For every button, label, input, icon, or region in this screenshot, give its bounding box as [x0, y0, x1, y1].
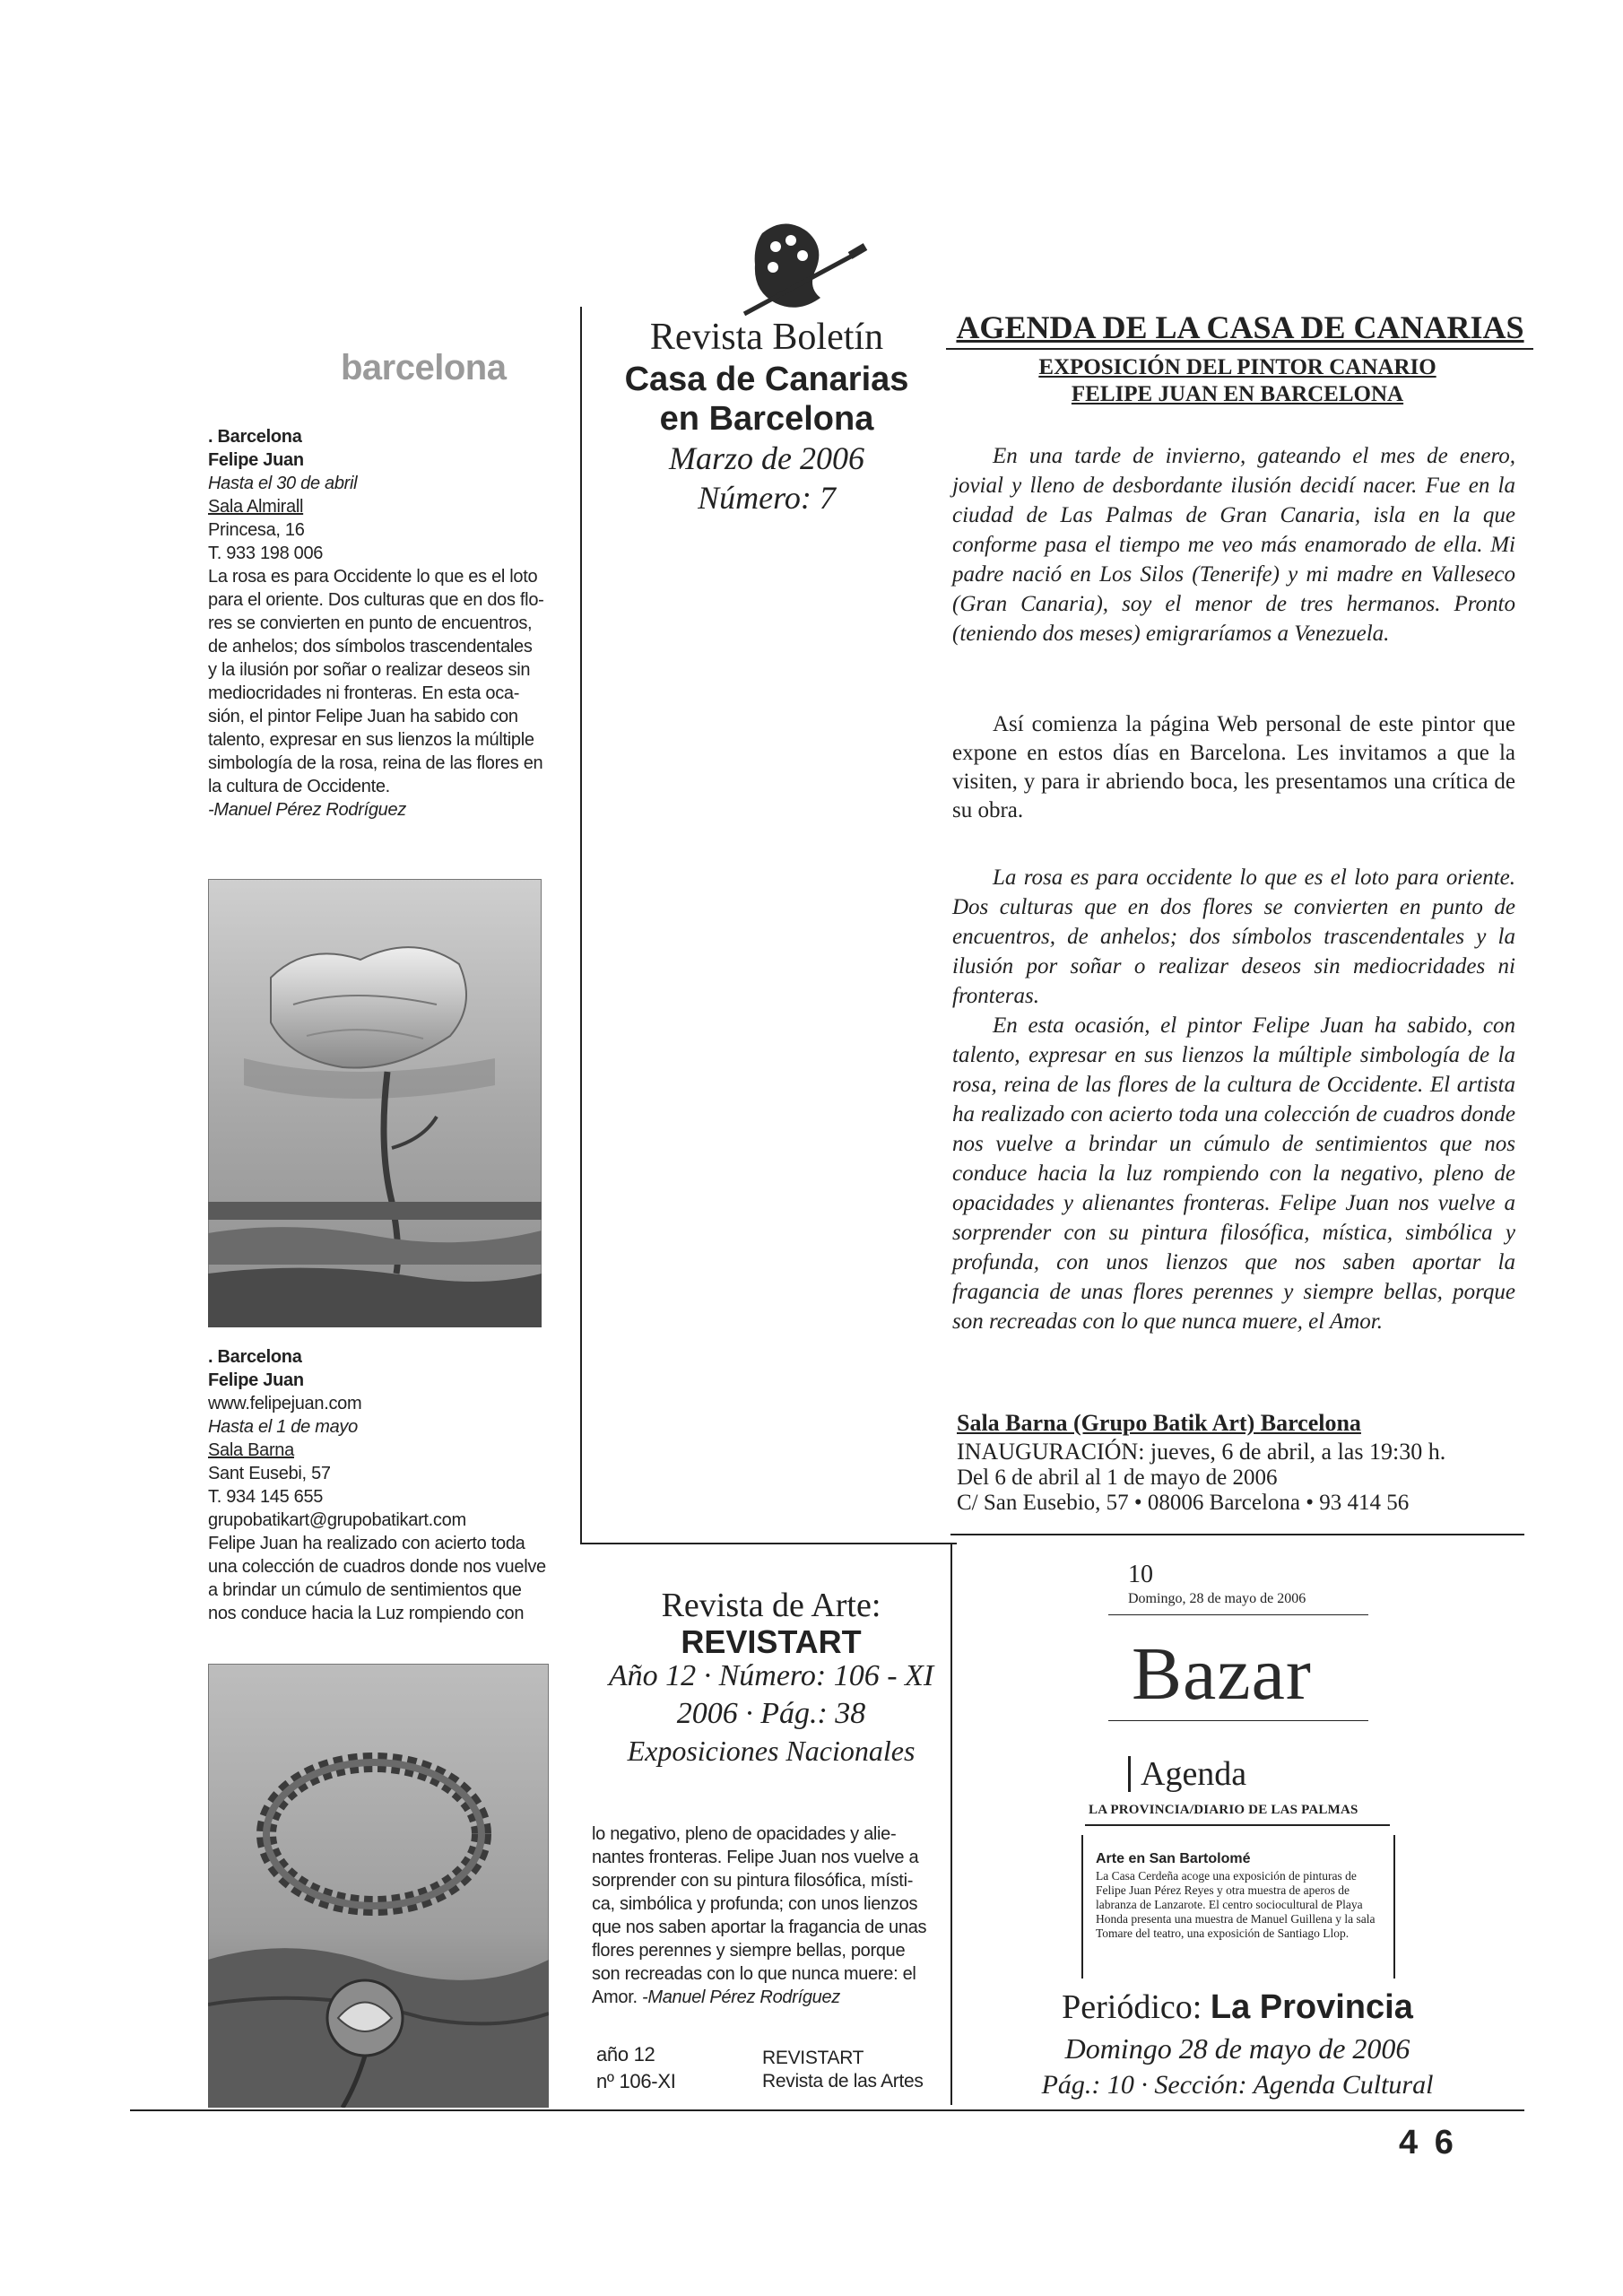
agenda-subtitle-1: EXPOSICIÓN DEL PINTOR CANARIO — [1038, 355, 1436, 379]
body-line: son recreadas con lo que nunca muere: el — [592, 1964, 916, 1984]
middle-bottom-line1: Revista de Arte: — [661, 1587, 881, 1624]
rose-painting-1 — [208, 879, 542, 1327]
middle-top-line2: Casa de Canarias — [624, 361, 909, 398]
agenda-title-rule — [946, 348, 1533, 350]
bazar-rule-mid — [1108, 1720, 1368, 1721]
agenda-para-4: En esta ocasión, el pintor Felipe Juan ha sabido, con talento, expresar en sus lienzos la múltiple simbología de la rosa, reina de las flores de la cultura de Occidente. El artista ha realizado con acierto toda una colección de cuadros donde nos vuelve a brindar un cúmulo de sentimientos que nos conduce hacia la luz rompiendo con la negativo, pleno de opacidades y alienantes fronteras. Felipe Juan nos vuelve a sorprender con su pintura filosófica, mística, simbólica y profunda, con unos lienzos que nos saben aportar la fragancia de unas flores perennes y siempre bellas, porque son recreadas con lo que nunca muere, el Amor. — [952, 1013, 1515, 1334]
clipping-body — [208, 565, 544, 798]
middle-bottom-line3: Año 12 · Número: 106 - XI — [608, 1659, 934, 1692]
clipping-artist: Felipe Juan — [208, 1370, 304, 1390]
agenda-inauguration: INAUGURACIÓN: jueves, 6 de abril, a las 19:30 h. — [957, 1439, 1446, 1465]
horizontal-divider-middle — [580, 1543, 957, 1544]
bazar-item-body: La Casa Cerdeña acoge una exposición de pinturas de Felipe Juan Pérez Reyes y otra muestra de aperos de labranza de Lanzarote. El centro sociocultural de Playa Honda presenta una muestra de Manuel Guillena y la sala Tomare del teatro, una exposición de Santiago Llop. — [1096, 1869, 1376, 1940]
clipping-phone: T. 934 145 655 — [208, 1487, 324, 1507]
clipping-website[interactable]: www.felipejuan.com — [208, 1394, 362, 1413]
left-clipping-2 — [208, 1345, 549, 1625]
body-author: -Manuel Pérez Rodríguez — [642, 1987, 841, 2007]
body-line: y la ilusión por soñar o realizar deseos sin — [208, 660, 531, 680]
agenda-subtitle-2: FELIPE JUAN EN BARCELONA — [1071, 382, 1404, 406]
agenda-para-3: La rosa es para occidente lo que es el loto para oriente. Dos culturas que en dos flores se convierten en punto de encuentros, de anhelos; dos símbolos trascendentales y la ilusión por soñar o realizar deseos sin mediocridades ni fronteras. — [952, 865, 1515, 1008]
bazar-date: Domingo, 28 de mayo de 2006 — [1128, 1591, 1306, 1606]
middle-bottom-line5: Exposiciones Nacionales — [627, 1735, 916, 1767]
agenda-address: C/ San Eusebio, 57 • 08006 Barcelona • 93 414 56 — [957, 1491, 1410, 1515]
horizontal-divider-right — [950, 1534, 1524, 1535]
clipping-author: -Manuel Pérez Rodríguez — [208, 800, 406, 820]
footer-magazine: REVISTART — [762, 2048, 864, 2068]
middle-top-line5: Número: 7 — [698, 480, 836, 516]
clipping-dates: Hasta el 30 de abril — [208, 474, 358, 493]
bazar-title: Bazar — [1132, 1632, 1312, 1716]
body-line: que nos saben aportar la fragancia de unas — [592, 1918, 927, 1937]
body-line: La rosa es para Occidente lo que es el loto — [208, 567, 538, 587]
bazar-page-number: 10 — [1128, 1561, 1153, 1588]
la-provincia-label: Periódico: — [1062, 1988, 1202, 2026]
body-line: nantes fronteras. Felipe Juan nos vuelve a — [592, 1848, 919, 1867]
middle-top-line3: en Barcelona — [659, 400, 874, 438]
bazar-rule-top — [1108, 1614, 1368, 1615]
body-line: talento, expresar en sus lienzos la múltiple — [208, 730, 534, 750]
clipping-venue: Sala Barna — [208, 1440, 294, 1460]
bazar-agenda: Agenda — [1141, 1755, 1247, 1793]
clipping-venue: Sala Almirall — [208, 497, 304, 517]
middle-top-line1: Revista Boletín — [649, 317, 884, 358]
clipping-artist: Felipe Juan — [208, 450, 304, 470]
body-line-last — [592, 1986, 942, 2009]
agenda-para-2: Así comienza la página Web personal de este pintor que expone en estos días en Barcelona. Les invitamos a que la visiten, y para ir abriendo boca, les presentamos una crítica de su obra. — [952, 712, 1515, 822]
body-line: a brindar un cúmulo de sentimientos que — [208, 1580, 522, 1600]
section-title: barcelona — [341, 348, 507, 387]
middle-bottom-line2: REVISTART — [681, 1623, 862, 1660]
body-line: flores perennes y siempre bellas, porque — [592, 1941, 906, 1961]
clipping-address: Sant Eusebi, 57 — [208, 1464, 331, 1483]
body-line: res se convierten en punto de encuentros, — [208, 613, 533, 633]
revistart-footer-left — [596, 2043, 676, 2093]
bazar-paper: LA PROVINCIA/DIARIO DE LAS PALMAS — [1089, 1803, 1358, 1817]
wreath-painting-2 — [208, 1664, 549, 2108]
body-line: una colección de cuadros donde nos vuelve — [208, 1557, 546, 1577]
body-line: simbología de la rosa, reina de las flores en — [208, 753, 543, 773]
page-number: 4 6 — [1399, 2124, 1457, 2161]
clipping-address: Princesa, 16 — [208, 520, 305, 540]
body-line: mediocridades ni fronteras. En esta oca- — [208, 683, 520, 703]
body-line: Felipe Juan ha realizado con acierto toda — [208, 1534, 525, 1553]
bazar-rule-paper — [1085, 1824, 1390, 1826]
body-line: ca, simbólica y profunda; con unos lienzos — [592, 1894, 918, 1914]
clipping-phone: T. 933 198 006 — [208, 544, 324, 563]
clipping-email[interactable]: grupobatikart@grupobatikart.com — [208, 1510, 466, 1530]
la-provincia-date: Domingo 28 de mayo de 2006 — [1064, 2032, 1410, 2065]
body-line: nos conduce hacia la Luz rompiendo con — [208, 1604, 525, 1623]
bazar-item-box — [1081, 1835, 1395, 1979]
bazar-agenda-bar — [1128, 1756, 1131, 1792]
clipping-body — [208, 1532, 549, 1625]
body-line: la cultura de Occidente. — [208, 777, 390, 796]
body-line: de anhelos; dos símbolos trascendentales — [208, 637, 533, 657]
body-line: sorprender con su pintura filosófica, místi- — [592, 1871, 914, 1891]
middle-bottom-body — [592, 1822, 942, 2009]
middle-bottom-line4: 2006 · Pág.: 38 — [676, 1697, 866, 1730]
bazar-item-title: Arte en San Bartolomé — [1096, 1851, 1251, 1866]
agenda-para-1: En una tarde de invierno, gateando el mes de enero, jovial y lleno de desbordante ilusión decidí nacer. Fue en la ciudad de Las Palmas de Gran Canaria, isla en la que conforme pasa el tiempo me veo más enamorado de ella. Mi padre nació en Los Silos (Tenerife) y mi madre en Valleseco (Gran Canaria), soy el menor de tres hermanos. Pronto (teniendo dos meses) emigraríamos a Venezuela. — [952, 444, 1515, 646]
la-provincia-heading — [950, 1987, 1524, 2027]
revistart-footer-right — [762, 2047, 924, 2093]
vertical-divider-left — [580, 307, 582, 1544]
left-clipping-1 — [208, 425, 544, 822]
clipping-city: . Barcelona — [208, 1347, 302, 1367]
clipping-dates: Hasta el 1 de mayo — [208, 1417, 358, 1437]
footer-year: año 12 — [596, 2043, 655, 2066]
la-provincia-page: Pág.: 10 · Sección: Agenda Cultural — [1041, 2070, 1434, 2100]
body-line: para el oriente. Dos culturas que en dos flo- — [208, 590, 544, 610]
bottom-rule — [130, 2109, 1524, 2111]
last-word: Amor. — [592, 1987, 638, 2007]
footer-subtitle: Revista de las Artes — [762, 2071, 924, 2092]
footer-issue: nº 106-XI — [596, 2070, 676, 2092]
body-line: lo negativo, pleno de opacidades y alie- — [592, 1824, 897, 1844]
palette-logo-icon — [735, 215, 870, 318]
agenda-title: AGENDA DE LA CASA DE CANARIAS — [956, 309, 1524, 345]
agenda-dates: Del 6 de abril al 1 de mayo de 2006 — [957, 1465, 1278, 1490]
agenda-venue: Sala Barna (Grupo Batik Art) Barcelona — [957, 1410, 1361, 1436]
clipping-city: . Barcelona — [208, 427, 302, 447]
middle-top-line4: Marzo de 2006 — [669, 440, 864, 476]
la-provincia-name: La Provincia — [1210, 1988, 1413, 2026]
body-line: sión, el pintor Felipe Juan ha sabido con — [208, 707, 518, 726]
